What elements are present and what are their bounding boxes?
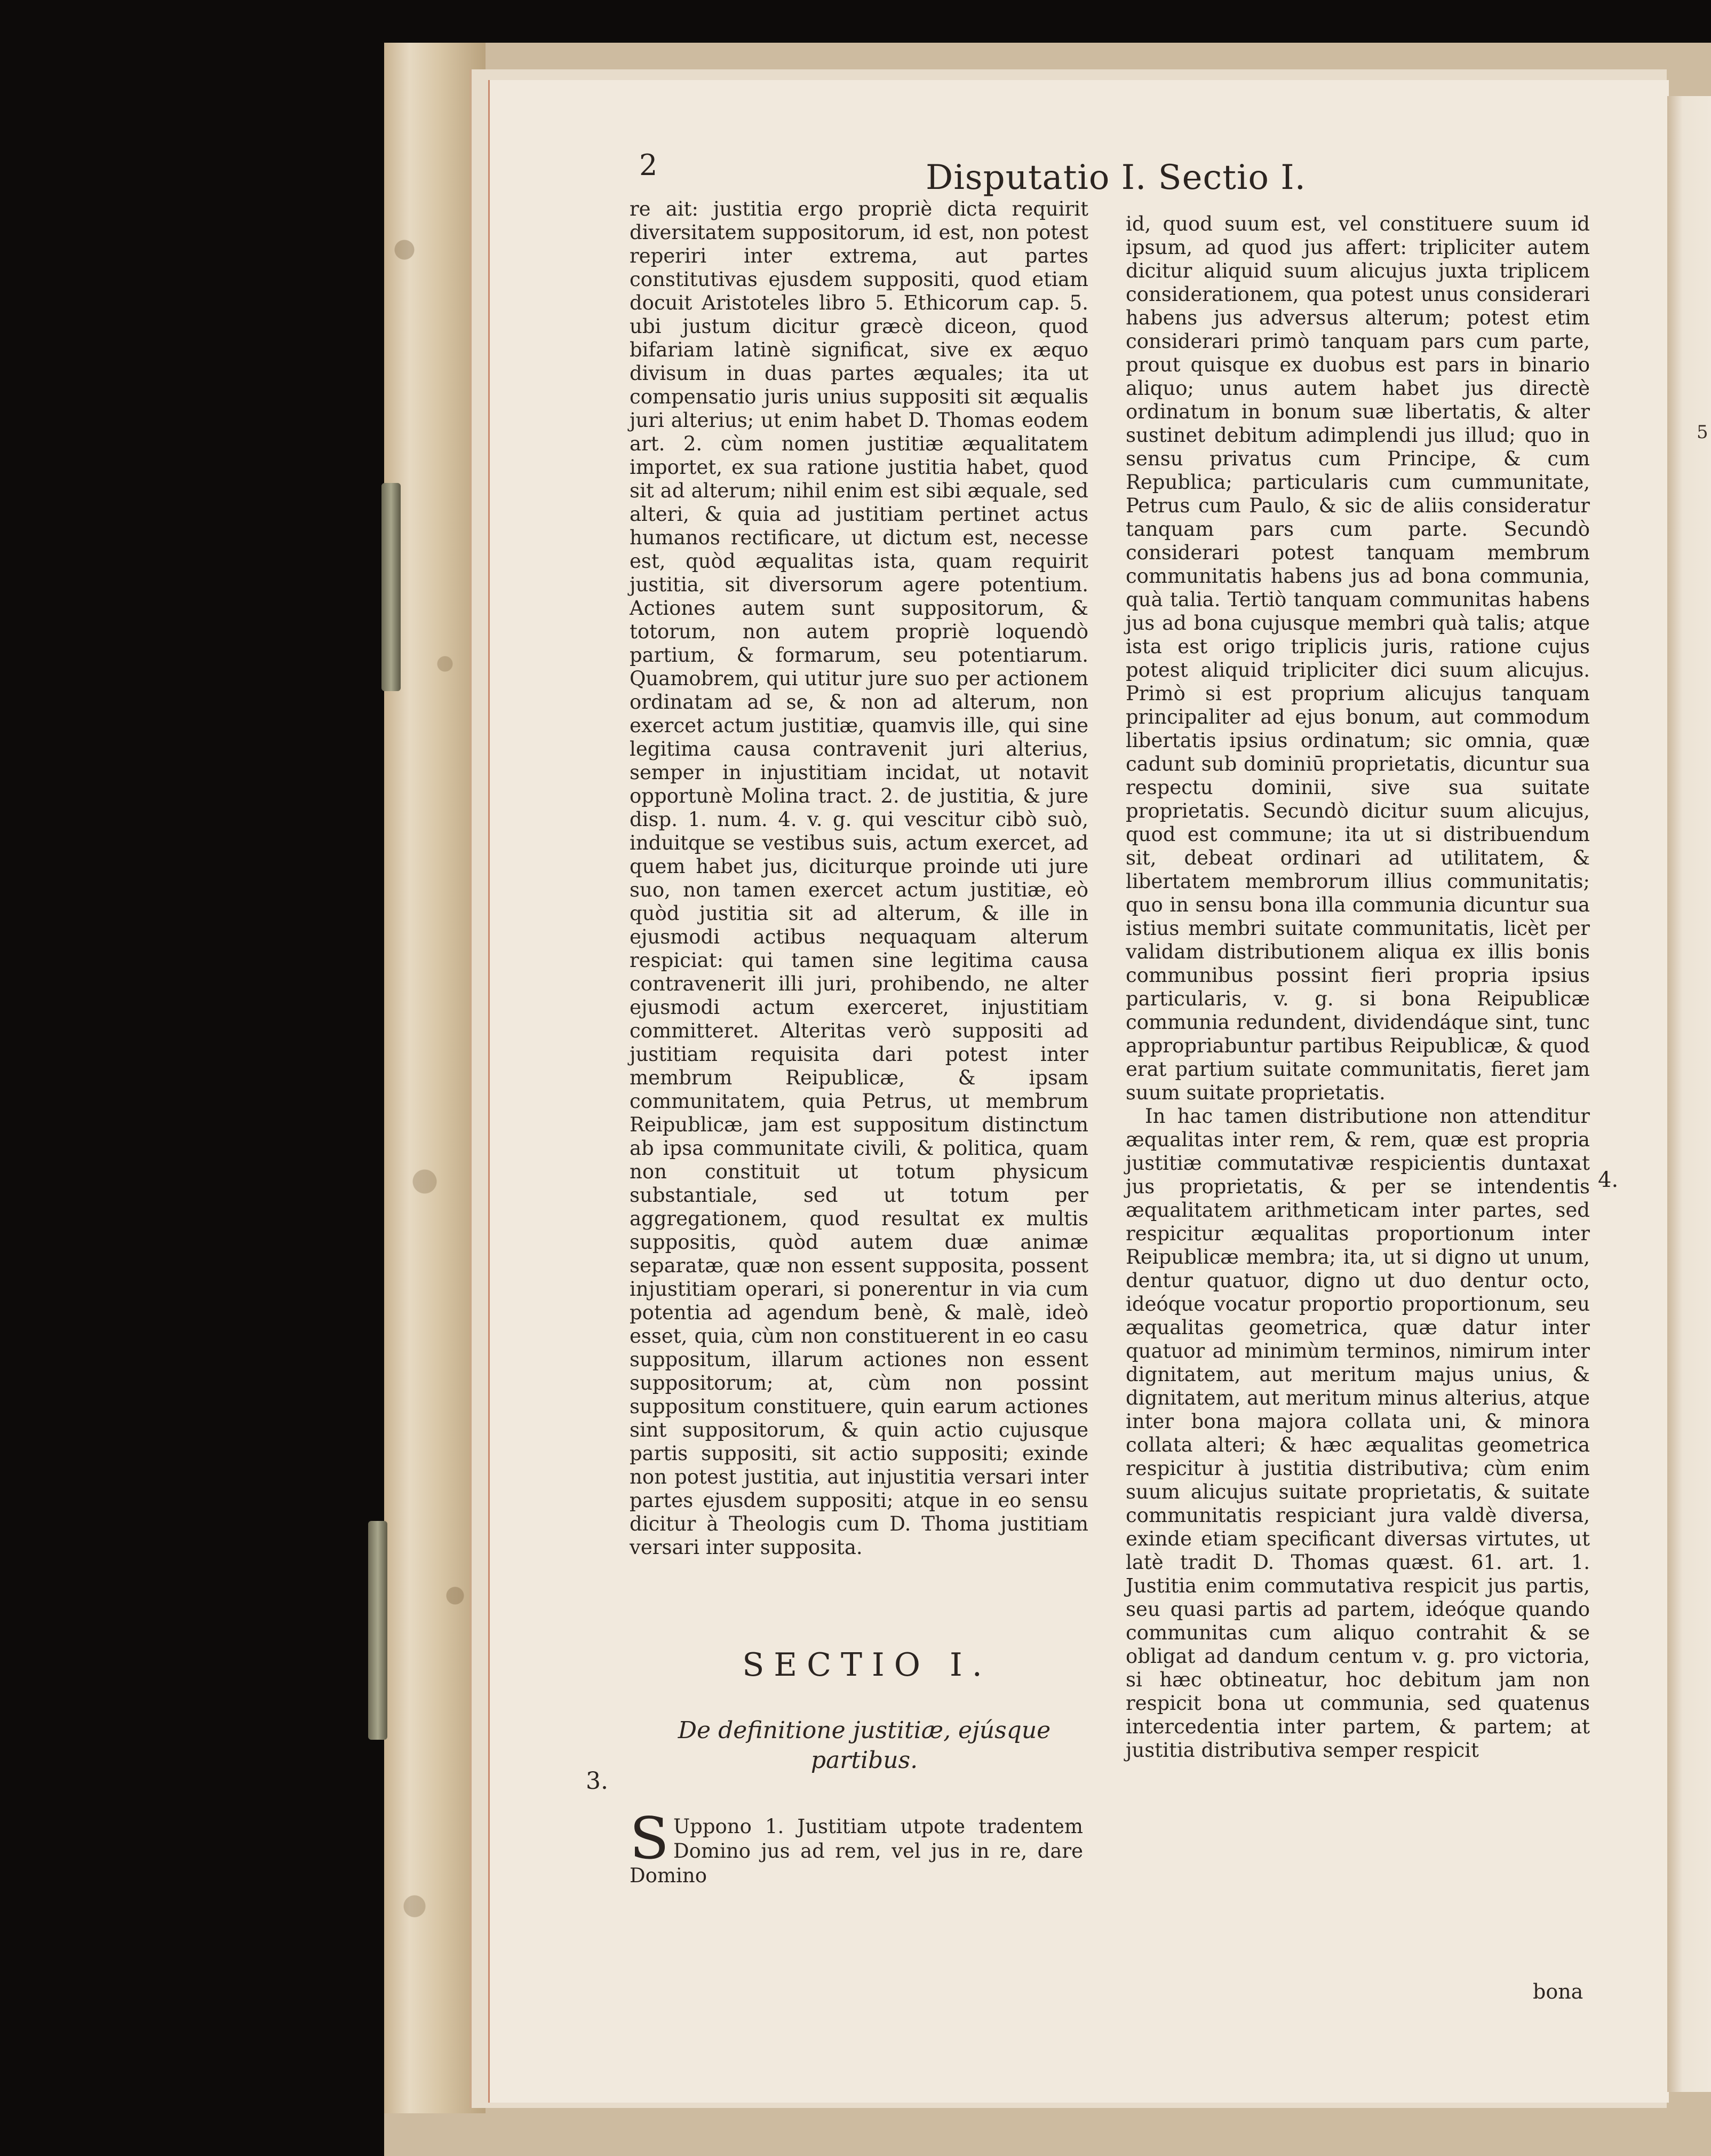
margin-note-3: 3. [586,1767,608,1795]
right-paragraph-1: id, quod suum est, vel constituere suum id ipsum, ad quod jus affert: tripliciter autem dicitur aliquid suum alicujus juxta triplicem considerationem, qua potest unus considerari habens jus adversus alterum; potest etim considerari primò tanquam pars cum parte, prout quisque ex duobus est pars in binario aliquo; unus autem habet jus directè ordinatum in bonum suæ libertatis, & alter sustinet debitum adimplendi jus illud; quo in sensu privatus cum Principe, & cum Republica; particularis cum cummunitate, Petrus cum Paulo, & sic de aliis consideratur tanquam pars cum parte. Secundò considerari potest tanquam membrum communitatis habens jus ad bona communia, quà talia. Tertiò tanquam communitas habens jus ad bona cujusque membri quà talis; atque ista est origo triplicis juris, ratione cujus potest aliquid tripliciter dici suum alicujus. Primò si est proprium alicujus tanquam principaliter ad ejus bonum, aut commodum libertatis ipsius ordinatum; sic omnia, quæ cadunt sub dominiū proprietatis, dicuntur sua respectu dominii, sive sua suitate proprietatis. Secundò dicitur suum alicujus, quod est commune; ita ut si distribuendum sit, debeat ordinari ad utilitatem, & libertatem membrorum illius communitatis; quo in sensu bona illa communia dicuntur sua istius membri suitate communitatis, licèt per validam distributionem aliqua ex illis bonis communibus possint fieri propria ipsius particularis, v. g. si bona Reipublicæ communia redundent, dividendáque sint, tunc appropriabuntur partibus Reipublicæ, & quod erat partium suitate communitatis, fieret jam suum suitate proprietatis. [1126,212,1590,1104]
suppono-text: Uppono 1. Justitiam utpote tradentem Domino jus ad rem, vel jus in re, dare Domino [630,1815,1083,1887]
right-column [1126,212,1590,1762]
left-column [630,197,1088,1559]
facing-page-edge [1667,96,1711,2092]
section-subtitle: De definitione justitiæ, ejúsque partibus. [678,1717,1051,1774]
right-paragraph-2: In hac tamen distributione non attenditur æqualitas inter rem, & rem, quæ est propria justitiæ commutativæ respicientis duntaxat jus proprietatis, & per se intendentis æqualitatem arithmeticam inter partes, sed respicitur æqualitas proportionum inter Reipublicæ membra; ita, ut si digno ut unum, dentur quatuor, digno ut duo dentur octo, ideóque vocatur proportio proportionum, seu æqualitas geometrica, quæ datur inter quatuor ad minimùm terminos, nimirum inter dignitatem, aut meritum majus unius, & dignitatem, aut meritum minus alterius, atque inter bona majora collata uni, & minora collata alteri; & hæc æqualitas geometrica respicitur à justitia distributiva; cùm enim suum alicujus suitate proprietatis, & suitate communitatis respiciant jura valdè diversa, exinde etiam specificant diversas virtutes, ut latè tradit D. Thomas quæst. 61. art. 1. Justitia enim commutativa respicit jus partis, seu quasi partis ad partem, ideóque quando communitas cum aliquo contrahit & se obligat ad dandum centum v. g. pro victoria, si hæc obtineatur, hoc debitum jam non respicit bona ut communia, sed quatenus intercedentia inter partem, & partem; at justitia distributiva semper respicit [1126,1105,1590,1762]
section-title: SECTIO I. [742,1646,992,1684]
running-head: Disputatio I. Sectio I. [926,158,1306,197]
clasp-hinge-bottom [368,1521,387,1740]
page-number: 2 [639,148,658,182]
catchword: bona [1533,1980,1583,2003]
margin-note-5: 5 [1697,422,1708,443]
left-paragraph: re ait: justitia ergo propriè dicta requirit diversitatem suppositorum, id est, non potest reperiri inter extrema, aut partes constitutivas ejusdem suppositi, quod etiam docuit Aristoteles libro 5. Ethicorum cap. 5. ubi justum dicitur græcè diceon, quod bifariam latinè significat, sive ex æquo divisum in duas partes æquales; ita ut compensatio juris unius suppositi sit æqualis juri alterius; ut enim habet D. Thomas eodem art. 2. cùm nomen justitiæ æqualitatem importet, ex sua ratione justitia habet, quod sit ad alterum; nihil enim est sibi æquale, sed alteri, & quia ad justitiam pertinet actus humanos rectificare, ut dictum est, necesse est, quòd æqualitas ista, quam requirit justitia, sit diversorum agere potentium. Actiones autem sunt suppositorum, & totorum, non autem propriè loquendò partium, & formarum, seu potentiarum. Quamobrem, qui utitur jure suo per actionem ordinatam ad se, & non ad alterum, non exercet actum justitiæ, quamvis ille, qui sine legitima causa contravenit juri alterius, semper in injustitiam incidat, ut notavit opportunè Molina tract. 2. de justitia, & jure disp. 1. num. 4. v. g. qui vescitur cibò suò, induitque se vestibus suis, actum exercet, ad quem habet jus, diciturque proinde uti jure suo, non tamen exercet actum justitiæ, eò quòd justitia sit ad alterum, & ille in ejusmodi actibus nequaquam alterum respiciat: qui tamen sine legitima causa contravenerit illi juri, prohibendo, ne alter ejusmodi actum exerceret, injustitiam committeret. Alteritas verò suppositi ad justitiam requisita dari potest inter membrum Reipublicæ, & ipsam communitatem, quia Petrus, ut membrum Reipublicæ, jam est suppositum distinctum ab ipsa communitate civili, & politica, quam non constituit ut totum physicum substantiale, sed ut totum per aggregationem, quod resultat ex multis suppositis, quòd autem duæ animæ separatæ, quæ non essent supposita, possent injustitiam operari, si ponerentur in via cum potentia ad agendum benè, & malè, ideò esset, quia, cùm non constituerent in eo casu suppositum, illarum actiones non essent suppositorum; at, cùm non possint suppositum constituere, quin earum actiones sint suppositorum, & quin actio cujusque partis suppositi, sit actio suppositi; exinde non potest justitia, aut injustitia versari inter partes ejusdem suppositi; atque in eo sensu dicitur à Theologis cum D. Thoma justitiam versari inter supposita. [630,197,1088,1559]
clasp-hinge-top [381,483,401,691]
suppono-paragraph [630,1805,1083,1888]
drop-cap: S [630,1805,669,1872]
margin-note-4: 4. [1598,1168,1619,1192]
